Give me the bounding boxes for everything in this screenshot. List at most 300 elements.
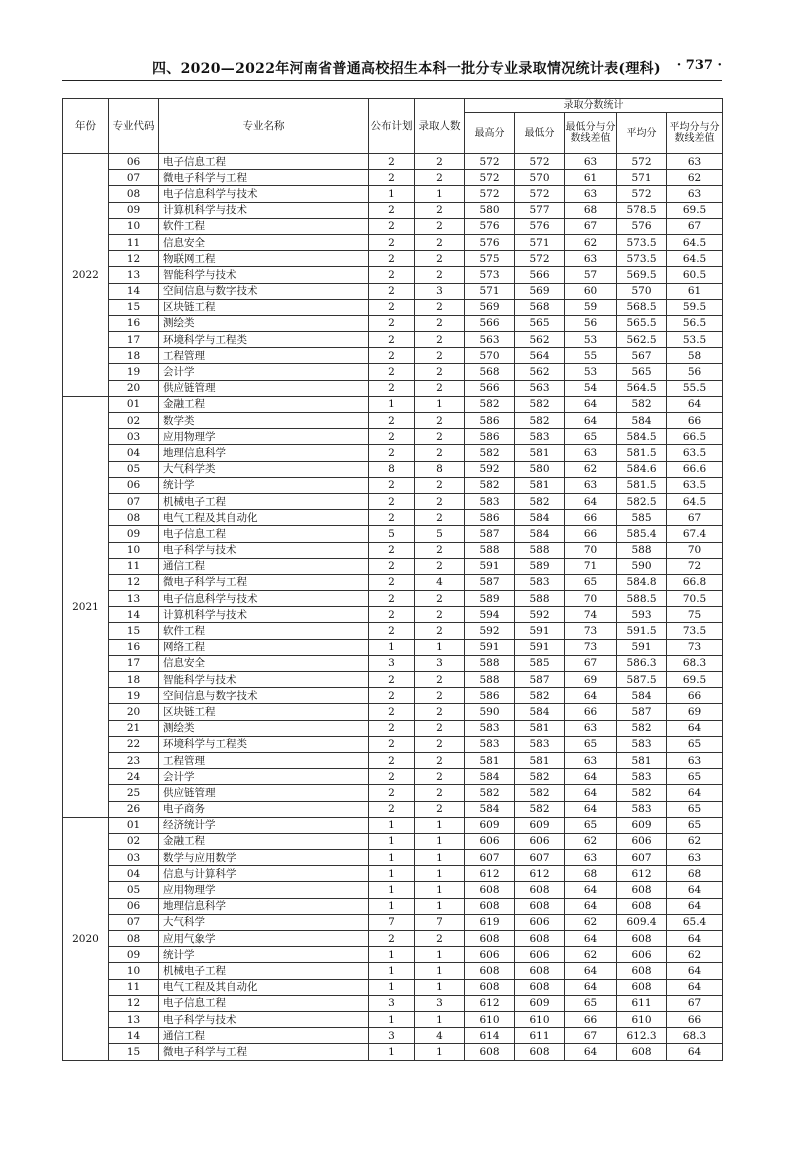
code-cell: 06 — [109, 898, 159, 914]
name-cell: 地理信息科学 — [159, 898, 369, 914]
table-row — [63, 154, 723, 170]
avg-cell: 582.5 — [617, 493, 667, 509]
table-row — [63, 574, 723, 590]
avg-diff-cell: 63.5 — [667, 477, 723, 493]
admitted-cell: 2 — [415, 704, 465, 720]
name-cell: 空间信息与数字技术 — [159, 283, 369, 299]
min-diff-cell: 63 — [565, 186, 617, 202]
min-diff-cell: 65 — [565, 574, 617, 590]
min-diff-cell: 70 — [565, 542, 617, 558]
admitted-cell: 2 — [415, 218, 465, 234]
avg-cell: 573.5 — [617, 251, 667, 267]
admitted-cell: 1 — [415, 866, 465, 882]
name-cell: 智能科学与技术 — [159, 267, 369, 283]
min-cell: 577 — [515, 202, 565, 218]
header-min-diff: 最低分与分数线差值 — [565, 113, 617, 154]
avg-diff-cell: 65 — [667, 801, 723, 817]
admitted-cell: 1 — [415, 833, 465, 849]
name-cell: 环境科学与工程类 — [159, 332, 369, 348]
avg-cell: 587 — [617, 704, 667, 720]
max-cell: 614 — [465, 1028, 515, 1044]
code-cell: 02 — [109, 413, 159, 429]
avg-cell: 608 — [617, 1044, 667, 1060]
header-admitted: 录取人数 — [415, 99, 465, 154]
max-cell: 572 — [465, 186, 515, 202]
min-cell: 568 — [515, 299, 565, 315]
max-cell: 608 — [465, 979, 515, 995]
min-diff-cell: 64 — [565, 801, 617, 817]
admitted-cell: 1 — [415, 850, 465, 866]
avg-cell: 608 — [617, 963, 667, 979]
table-row — [63, 995, 723, 1011]
avg-cell: 576 — [617, 218, 667, 234]
code-cell: 05 — [109, 882, 159, 898]
year-cell: 2020 — [63, 817, 109, 1060]
min-cell: 580 — [515, 461, 565, 477]
avg-cell: 612.3 — [617, 1028, 667, 1044]
name-cell: 物联网工程 — [159, 251, 369, 267]
min-diff-cell: 64 — [565, 882, 617, 898]
max-cell: 583 — [465, 493, 515, 509]
min-cell: 608 — [515, 963, 565, 979]
min-diff-cell: 67 — [565, 218, 617, 234]
min-cell: 582 — [515, 396, 565, 412]
table-row — [63, 769, 723, 785]
avg-diff-cell: 65 — [667, 817, 723, 833]
code-cell: 08 — [109, 186, 159, 202]
min-cell: 611 — [515, 1028, 565, 1044]
min-cell: 582 — [515, 801, 565, 817]
max-cell: 587 — [465, 574, 515, 590]
admitted-cell: 2 — [415, 299, 465, 315]
header-name: 专业名称 — [159, 99, 369, 154]
min-cell: 576 — [515, 218, 565, 234]
table-row — [63, 591, 723, 607]
table-row — [63, 234, 723, 250]
table-row — [63, 817, 723, 833]
name-cell: 测绘类 — [159, 315, 369, 331]
plan-cell: 2 — [369, 267, 415, 283]
name-cell: 应用物理学 — [159, 429, 369, 445]
min-diff-cell: 62 — [565, 914, 617, 930]
name-cell: 供应链管理 — [159, 380, 369, 396]
header-max: 最高分 — [465, 113, 515, 154]
code-cell: 12 — [109, 574, 159, 590]
code-cell: 08 — [109, 931, 159, 947]
max-cell: 588 — [465, 672, 515, 688]
avg-diff-cell: 73.5 — [667, 623, 723, 639]
admitted-cell: 2 — [415, 591, 465, 607]
avg-diff-cell: 67 — [667, 510, 723, 526]
avg-cell: 583 — [617, 736, 667, 752]
admitted-cell: 2 — [415, 607, 465, 623]
name-cell: 软件工程 — [159, 218, 369, 234]
plan-cell: 2 — [369, 348, 415, 364]
max-cell: 606 — [465, 833, 515, 849]
min-diff-cell: 70 — [565, 591, 617, 607]
avg-diff-cell: 62 — [667, 947, 723, 963]
name-cell: 大气科学 — [159, 914, 369, 930]
admitted-cell: 3 — [415, 995, 465, 1011]
code-cell: 23 — [109, 752, 159, 768]
min-cell: 566 — [515, 267, 565, 283]
min-diff-cell: 63 — [565, 251, 617, 267]
max-cell: 582 — [465, 785, 515, 801]
table-row — [63, 1044, 723, 1060]
min-cell: 591 — [515, 639, 565, 655]
min-diff-cell: 64 — [565, 963, 617, 979]
admitted-cell: 4 — [415, 1028, 465, 1044]
avg-diff-cell: 64.5 — [667, 234, 723, 250]
header-score-stats: 录取分数统计 — [465, 99, 723, 113]
min-diff-cell: 66 — [565, 704, 617, 720]
plan-cell: 2 — [369, 299, 415, 315]
min-cell: 592 — [515, 607, 565, 623]
avg-diff-cell: 56 — [667, 364, 723, 380]
max-cell: 608 — [465, 963, 515, 979]
max-cell: 588 — [465, 542, 515, 558]
header-code: 专业代码 — [109, 99, 159, 154]
max-cell: 572 — [465, 154, 515, 170]
code-cell: 19 — [109, 364, 159, 380]
avg-cell: 582 — [617, 785, 667, 801]
min-cell: 581 — [515, 720, 565, 736]
max-cell: 586 — [465, 429, 515, 445]
min-diff-cell: 65 — [565, 817, 617, 833]
code-cell: 17 — [109, 655, 159, 671]
min-cell: 583 — [515, 429, 565, 445]
table-row — [63, 186, 723, 202]
min-cell: 612 — [515, 866, 565, 882]
max-cell: 608 — [465, 931, 515, 947]
min-cell: 606 — [515, 947, 565, 963]
max-cell: 569 — [465, 299, 515, 315]
min-diff-cell: 64 — [565, 413, 617, 429]
plan-cell: 2 — [369, 542, 415, 558]
max-cell: 607 — [465, 850, 515, 866]
avg-cell: 572 — [617, 154, 667, 170]
avg-diff-cell: 63.5 — [667, 445, 723, 461]
avg-diff-cell: 64 — [667, 979, 723, 995]
min-cell: 582 — [515, 688, 565, 704]
name-cell: 工程管理 — [159, 752, 369, 768]
admitted-cell: 1 — [415, 963, 465, 979]
avg-cell: 568.5 — [617, 299, 667, 315]
avg-diff-cell: 64 — [667, 963, 723, 979]
min-diff-cell: 62 — [565, 947, 617, 963]
min-diff-cell: 64 — [565, 1044, 617, 1060]
name-cell: 金融工程 — [159, 833, 369, 849]
avg-cell: 587.5 — [617, 672, 667, 688]
plan-cell: 2 — [369, 769, 415, 785]
table-row — [63, 672, 723, 688]
name-cell: 供应链管理 — [159, 785, 369, 801]
min-cell: 585 — [515, 655, 565, 671]
code-cell: 12 — [109, 251, 159, 267]
table-row — [63, 1011, 723, 1027]
table-row — [63, 752, 723, 768]
max-cell: 610 — [465, 1011, 515, 1027]
name-cell: 信息与计算科学 — [159, 866, 369, 882]
avg-diff-cell: 64 — [667, 898, 723, 914]
max-cell: 592 — [465, 461, 515, 477]
max-cell: 612 — [465, 866, 515, 882]
max-cell: 582 — [465, 445, 515, 461]
min-diff-cell: 62 — [565, 461, 617, 477]
avg-cell: 608 — [617, 979, 667, 995]
admission-table-container — [62, 98, 722, 1061]
avg-diff-cell: 69 — [667, 704, 723, 720]
table-row — [63, 429, 723, 445]
avg-diff-cell: 66 — [667, 688, 723, 704]
min-cell: 583 — [515, 736, 565, 752]
name-cell: 空间信息与数字技术 — [159, 688, 369, 704]
avg-diff-cell: 64 — [667, 396, 723, 412]
min-diff-cell: 66 — [565, 526, 617, 542]
name-cell: 区块链工程 — [159, 704, 369, 720]
year-cell: 2021 — [63, 396, 109, 817]
avg-diff-cell: 70.5 — [667, 591, 723, 607]
avg-cell: 612 — [617, 866, 667, 882]
min-diff-cell: 56 — [565, 315, 617, 331]
admitted-cell: 2 — [415, 170, 465, 186]
table-row — [63, 251, 723, 267]
min-cell: 565 — [515, 315, 565, 331]
min-cell: 572 — [515, 251, 565, 267]
max-cell: 591 — [465, 558, 515, 574]
table-row — [63, 445, 723, 461]
min-cell: 581 — [515, 477, 565, 493]
max-cell: 591 — [465, 639, 515, 655]
name-cell: 金融工程 — [159, 396, 369, 412]
plan-cell: 2 — [369, 315, 415, 331]
max-cell: 576 — [465, 234, 515, 250]
admitted-cell: 1 — [415, 882, 465, 898]
avg-diff-cell: 70 — [667, 542, 723, 558]
min-diff-cell: 63 — [565, 720, 617, 736]
min-cell: 582 — [515, 493, 565, 509]
admitted-cell: 2 — [415, 688, 465, 704]
min-cell: 608 — [515, 979, 565, 995]
table-row — [63, 348, 723, 364]
min-diff-cell: 67 — [565, 655, 617, 671]
min-diff-cell: 65 — [565, 736, 617, 752]
plan-cell: 7 — [369, 914, 415, 930]
plan-cell: 1 — [369, 817, 415, 833]
name-cell: 工程管理 — [159, 348, 369, 364]
code-cell: 18 — [109, 672, 159, 688]
plan-cell: 2 — [369, 672, 415, 688]
avg-cell: 582 — [617, 720, 667, 736]
avg-cell: 582 — [617, 396, 667, 412]
code-cell: 03 — [109, 850, 159, 866]
table-row — [63, 510, 723, 526]
admitted-cell: 2 — [415, 931, 465, 947]
min-diff-cell: 53 — [565, 364, 617, 380]
avg-diff-cell: 63 — [667, 154, 723, 170]
name-cell: 信息安全 — [159, 234, 369, 250]
max-cell: 592 — [465, 623, 515, 639]
avg-diff-cell: 56.5 — [667, 315, 723, 331]
avg-cell: 584.5 — [617, 429, 667, 445]
max-cell: 570 — [465, 348, 515, 364]
code-cell: 16 — [109, 315, 159, 331]
plan-cell: 2 — [369, 234, 415, 250]
avg-cell: 584 — [617, 413, 667, 429]
table-row — [63, 898, 723, 914]
name-cell: 电子信息科学与技术 — [159, 591, 369, 607]
avg-cell: 570 — [617, 283, 667, 299]
code-cell: 01 — [109, 817, 159, 833]
table-row — [63, 704, 723, 720]
avg-diff-cell: 66.5 — [667, 429, 723, 445]
plan-cell: 2 — [369, 445, 415, 461]
min-diff-cell: 54 — [565, 380, 617, 396]
table-row — [63, 170, 723, 186]
table-row — [63, 299, 723, 315]
plan-cell: 1 — [369, 866, 415, 882]
min-diff-cell: 53 — [565, 332, 617, 348]
admitted-cell: 2 — [415, 267, 465, 283]
table-row — [63, 623, 723, 639]
plan-cell: 2 — [369, 558, 415, 574]
plan-cell: 2 — [369, 380, 415, 396]
name-cell: 信息安全 — [159, 655, 369, 671]
admitted-cell: 2 — [415, 445, 465, 461]
plan-cell: 1 — [369, 639, 415, 655]
max-cell: 590 — [465, 704, 515, 720]
avg-cell: 581 — [617, 752, 667, 768]
plan-cell: 2 — [369, 591, 415, 607]
admitted-cell: 2 — [415, 251, 465, 267]
admitted-cell: 2 — [415, 154, 465, 170]
min-diff-cell: 68 — [565, 202, 617, 218]
avg-diff-cell: 65 — [667, 769, 723, 785]
name-cell: 微电子科学与工程 — [159, 1044, 369, 1060]
avg-diff-cell: 66.6 — [667, 461, 723, 477]
avg-diff-cell: 68.3 — [667, 1028, 723, 1044]
min-diff-cell: 63 — [565, 477, 617, 493]
table-row — [63, 493, 723, 509]
max-cell: 586 — [465, 413, 515, 429]
avg-cell: 581.5 — [617, 477, 667, 493]
plan-cell: 2 — [369, 429, 415, 445]
code-cell: 09 — [109, 526, 159, 542]
admitted-cell: 2 — [415, 623, 465, 639]
max-cell: 584 — [465, 801, 515, 817]
avg-cell: 581.5 — [617, 445, 667, 461]
avg-cell: 585 — [617, 510, 667, 526]
admitted-cell: 2 — [415, 785, 465, 801]
admitted-cell: 2 — [415, 672, 465, 688]
header-year: 年份 — [63, 99, 109, 154]
min-cell: 570 — [515, 170, 565, 186]
avg-cell: 611 — [617, 995, 667, 1011]
table-row — [63, 380, 723, 396]
min-diff-cell: 74 — [565, 607, 617, 623]
table-row — [63, 639, 723, 655]
min-diff-cell: 62 — [565, 234, 617, 250]
code-cell: 09 — [109, 202, 159, 218]
min-cell: 584 — [515, 704, 565, 720]
plan-cell: 2 — [369, 931, 415, 947]
table-row — [63, 785, 723, 801]
name-cell: 电子科学与技术 — [159, 542, 369, 558]
min-cell: 582 — [515, 769, 565, 785]
max-cell: 612 — [465, 995, 515, 1011]
plan-cell: 2 — [369, 493, 415, 509]
avg-cell: 588 — [617, 542, 667, 558]
avg-diff-cell: 64 — [667, 720, 723, 736]
plan-cell: 2 — [369, 688, 415, 704]
plan-cell: 2 — [369, 413, 415, 429]
avg-cell: 609 — [617, 817, 667, 833]
admitted-cell: 1 — [415, 186, 465, 202]
name-cell: 微电子科学与工程 — [159, 574, 369, 590]
code-cell: 19 — [109, 688, 159, 704]
admitted-cell: 1 — [415, 639, 465, 655]
max-cell: 608 — [465, 882, 515, 898]
max-cell: 566 — [465, 315, 515, 331]
table-row — [63, 332, 723, 348]
plan-cell: 2 — [369, 170, 415, 186]
code-cell: 01 — [109, 396, 159, 412]
name-cell: 应用气象学 — [159, 931, 369, 947]
min-diff-cell: 59 — [565, 299, 617, 315]
max-cell: 586 — [465, 688, 515, 704]
avg-cell: 572 — [617, 186, 667, 202]
page-header — [62, 56, 722, 81]
min-cell: 589 — [515, 558, 565, 574]
admitted-cell: 2 — [415, 234, 465, 250]
code-cell: 20 — [109, 704, 159, 720]
max-cell: 575 — [465, 251, 515, 267]
table-row — [63, 720, 723, 736]
min-cell: 572 — [515, 186, 565, 202]
min-diff-cell: 73 — [565, 623, 617, 639]
max-cell: 608 — [465, 898, 515, 914]
avg-cell: 565 — [617, 364, 667, 380]
min-diff-cell: 64 — [565, 898, 617, 914]
admitted-cell: 8 — [415, 461, 465, 477]
plan-cell: 2 — [369, 607, 415, 623]
name-cell: 会计学 — [159, 769, 369, 785]
code-cell: 10 — [109, 218, 159, 234]
avg-diff-cell: 69.5 — [667, 202, 723, 218]
min-diff-cell: 63 — [565, 154, 617, 170]
code-cell: 13 — [109, 267, 159, 283]
name-cell: 通信工程 — [159, 558, 369, 574]
table-row — [63, 801, 723, 817]
table-row — [63, 688, 723, 704]
header-plan: 公布计划 — [369, 99, 415, 154]
name-cell: 统计学 — [159, 947, 369, 963]
admitted-cell: 5 — [415, 526, 465, 542]
admitted-cell: 2 — [415, 558, 465, 574]
plan-cell: 3 — [369, 995, 415, 1011]
table-row — [63, 477, 723, 493]
name-cell: 统计学 — [159, 477, 369, 493]
avg-cell: 607 — [617, 850, 667, 866]
avg-cell: 585.4 — [617, 526, 667, 542]
max-cell: 588 — [465, 655, 515, 671]
code-cell: 24 — [109, 769, 159, 785]
avg-cell: 609.4 — [617, 914, 667, 930]
name-cell: 智能科学与技术 — [159, 672, 369, 688]
avg-cell: 567 — [617, 348, 667, 364]
avg-diff-cell: 68 — [667, 866, 723, 882]
code-cell: 06 — [109, 154, 159, 170]
